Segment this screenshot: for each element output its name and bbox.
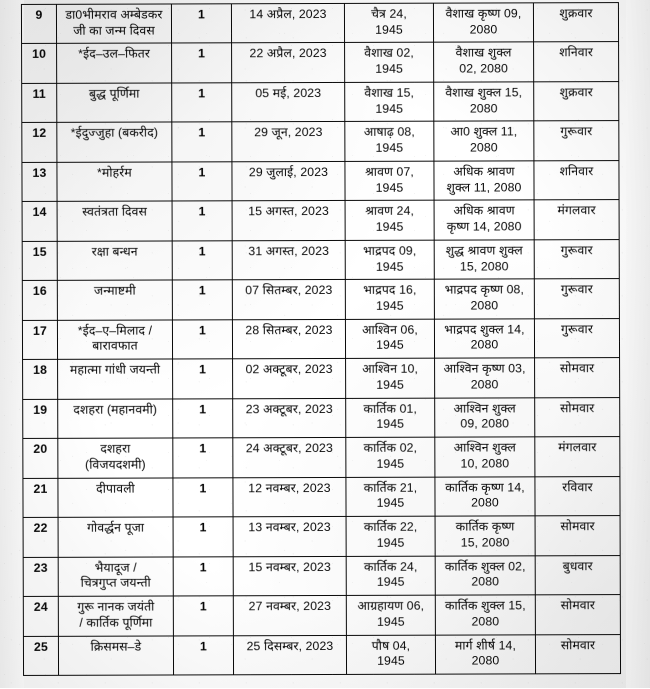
row-weekday-line1: गुरूवार <box>560 242 593 258</box>
row-holiday-name <box>57 162 172 202</box>
row-serial-number-line1: 23 <box>33 560 48 575</box>
table-row <box>23 397 620 438</box>
row-saka-date-line1: श्रावण 07, <box>365 164 414 179</box>
row-serial-number-line1: 16 <box>32 284 47 299</box>
row-vikram-date <box>434 240 534 280</box>
row-gregorian-date-line1: 22 अप्रैल, 2023 <box>249 46 327 61</box>
row-gregorian-date <box>232 319 345 359</box>
row-saka-date-line2: 1945 <box>375 22 403 37</box>
row-saka-date <box>346 398 435 438</box>
row-holiday-name <box>57 43 172 83</box>
row-weekday <box>535 397 620 437</box>
row-vikram-date <box>434 319 534 359</box>
row-days-count-line1: 1 <box>199 599 207 614</box>
row-saka-date <box>345 319 434 359</box>
row-serial-number <box>21 4 56 44</box>
row-saka-date-line1: पौष 04, <box>371 638 411 653</box>
row-holiday-name-line1: महात्मा गांधी जयन्ती <box>69 362 161 378</box>
row-gregorian-date <box>233 556 346 596</box>
row-gregorian-date <box>233 595 346 635</box>
row-vikram-date-line2: 2080 <box>469 140 498 155</box>
row-vikram-date-line2: 2080 <box>471 614 500 629</box>
row-saka-date <box>345 43 434 83</box>
row-vikram-date-line1: आश्विन कृष्ण 03, <box>443 361 526 376</box>
row-weekday <box>534 279 619 319</box>
row-saka-date <box>345 240 434 280</box>
row-holiday-name-line1: डा0भीमराव अम्बेडकर <box>65 7 163 22</box>
row-vikram-date <box>434 82 534 122</box>
row-saka-date-line1: कार्तिक 22, <box>363 519 418 534</box>
row-days-count-line1: 1 <box>197 7 205 22</box>
row-weekday-line1: शुक्रवार <box>559 6 593 21</box>
row-gregorian-date <box>232 240 345 280</box>
row-vikram-date-line2: 15, 2080 <box>460 535 510 550</box>
row-gregorian-date-line1: 15 अगस्त, 2023 <box>248 204 329 219</box>
row-holiday-name-line2: बारावफात <box>92 339 138 354</box>
row-saka-date-line2: 1945 <box>376 338 404 353</box>
row-vikram-date-line1: वैशाख शुक्ल 15, <box>445 85 523 100</box>
row-saka-date-line1: आश्विन 06, <box>361 322 418 337</box>
row-saka-date-line1: वैशाख 15, <box>364 85 415 100</box>
row-holiday-name-line1: गोवर्द्धन पूजा <box>87 520 145 535</box>
row-days-count-line1: 1 <box>198 125 206 140</box>
row-serial-number-line1: 15 <box>32 244 47 259</box>
row-saka-date <box>346 516 435 556</box>
row-days-count <box>172 320 232 360</box>
row-weekday <box>534 121 619 161</box>
row-holiday-name <box>57 83 172 123</box>
table-row <box>23 516 620 557</box>
table-row <box>22 279 619 320</box>
row-vikram-date <box>434 279 534 319</box>
row-vikram-date <box>433 3 533 43</box>
row-weekday <box>534 239 619 279</box>
table-row <box>23 595 620 636</box>
row-serial-number-line1: 12 <box>32 126 47 141</box>
table-row <box>22 82 619 123</box>
row-weekday-line1: गुरूवार <box>560 124 593 139</box>
row-saka-date-line2: 1945 <box>376 575 405 590</box>
row-weekday-line1: सोमवार <box>559 361 595 376</box>
row-saka-date-line1: श्रावण 24, <box>365 204 415 219</box>
row-holiday-name-line1: *ईद–उल–फितर <box>78 47 151 62</box>
row-holiday-name-line1: दशहरा (महानवमी) <box>73 402 158 417</box>
row-days-count <box>172 280 232 320</box>
row-vikram-date-line2: 2080 <box>470 337 499 353</box>
row-holiday-name <box>57 320 172 360</box>
row-vikram-date <box>435 476 535 516</box>
row-weekday <box>534 160 619 200</box>
row-serial-number <box>23 636 58 676</box>
row-saka-date-line1: कार्तिक 01, <box>363 401 417 416</box>
row-gregorian-date-line1: 27 नवम्बर, 2023 <box>248 599 332 614</box>
row-days-count-line1: 1 <box>199 480 207 496</box>
row-vikram-date <box>434 121 534 161</box>
row-holiday-name-line2: चित्रगुप्त जयन्ती <box>80 575 151 591</box>
row-days-count-line1: 1 <box>198 283 206 298</box>
row-vikram-date-line1: कार्तिक कृष्ण <box>455 519 515 534</box>
row-holiday-name-line1: रक्षा बन्धन <box>91 244 138 259</box>
row-vikram-date-line2: 2080 <box>470 298 499 313</box>
row-serial-number-line1: 13 <box>32 165 47 180</box>
row-gregorian-date <box>232 280 345 320</box>
row-vikram-date-line1: कार्तिक कृष्ण 14, <box>445 479 525 495</box>
row-vikram-date-line2: 10, 2080 <box>460 456 510 471</box>
row-vikram-date <box>435 437 535 477</box>
row-vikram-date <box>435 358 535 398</box>
row-vikram-date-line1: भाद्रपद शुक्ल 14, <box>444 322 525 337</box>
row-vikram-date-line1: आश्विन शुक्ल <box>453 440 516 455</box>
row-gregorian-date <box>232 122 345 162</box>
row-vikram-date-line2: कृष्ण 14, 2080 <box>446 219 522 234</box>
row-vikram-date-line1: अधिक श्रावण <box>453 164 515 179</box>
row-weekday-line1: मंगलवार <box>557 203 596 218</box>
row-holiday-name-line1: *मोहर्रम <box>97 165 132 180</box>
row-weekday <box>533 3 618 43</box>
row-vikram-date <box>434 161 534 201</box>
row-vikram-date-line1: कार्तिक शुक्ल 02, <box>444 558 526 574</box>
row-vikram-date-line2: शुक्ल 11, 2080 <box>446 179 522 195</box>
row-days-count <box>172 201 232 241</box>
row-serial-number <box>23 517 58 557</box>
row-vikram-date <box>434 200 534 240</box>
row-serial-number-line1: 25 <box>33 639 48 654</box>
row-weekday-line1: रविवार <box>562 479 593 494</box>
row-vikram-date <box>435 634 535 674</box>
row-saka-date-line2: 1945 <box>375 298 404 313</box>
row-weekday <box>534 82 619 122</box>
row-serial-number <box>22 320 57 360</box>
row-saka-date-line2: 1945 <box>376 456 405 471</box>
row-gregorian-date <box>232 43 345 83</box>
row-holiday-name-line2: / कार्तिक पूर्णिमा <box>79 615 153 630</box>
row-weekday-line1: गुरूवार <box>560 321 593 337</box>
row-saka-date-line1: चैत्र 24, <box>371 6 407 21</box>
table-row <box>22 121 619 162</box>
holiday-table-body <box>21 3 620 676</box>
row-weekday <box>534 42 619 82</box>
row-gregorian-date <box>233 517 346 557</box>
row-saka-date <box>345 279 434 319</box>
row-holiday-name <box>58 438 173 478</box>
row-weekday <box>535 595 620 635</box>
row-saka-date-line1: कार्तिक 21, <box>363 480 418 495</box>
row-vikram-date-line1: भाद्रपद कृष्ण 08, <box>444 282 524 297</box>
row-weekday <box>535 516 620 556</box>
row-days-count-line1: 1 <box>199 638 207 653</box>
row-gregorian-date-line1: 25 दिसम्बर, 2023 <box>246 638 334 653</box>
row-serial-number <box>22 162 57 202</box>
row-serial-number-line1: 22 <box>33 520 48 536</box>
row-saka-date <box>345 161 434 201</box>
row-days-count-line1: 1 <box>198 46 206 61</box>
holiday-table <box>21 2 621 676</box>
row-serial-number <box>22 83 57 123</box>
row-saka-date-line1: कार्तिक 02, <box>363 440 418 456</box>
row-vikram-date <box>435 398 535 438</box>
row-serial-number <box>23 478 58 518</box>
table-row <box>23 634 620 675</box>
row-serial-number-line1: 14 <box>32 205 47 220</box>
row-saka-date <box>345 201 434 241</box>
row-serial-number-line1: 19 <box>33 402 48 417</box>
row-serial-number <box>23 360 58 400</box>
row-vikram-date <box>435 595 535 635</box>
row-gregorian-date-line1: 12 नवम्बर, 2023 <box>248 480 331 495</box>
row-vikram-date <box>434 42 534 82</box>
table-row <box>21 3 618 44</box>
row-days-count <box>172 43 232 83</box>
row-saka-date <box>346 595 435 635</box>
row-days-count-line1: 1 <box>198 86 206 101</box>
row-days-count-line1: 1 <box>198 204 206 219</box>
row-gregorian-date-line1: 15 नवम्बर, 2023 <box>248 559 331 574</box>
table-row <box>23 555 620 596</box>
row-saka-date <box>345 122 434 162</box>
table-row <box>22 239 619 280</box>
row-days-count <box>173 556 233 596</box>
row-vikram-date-line2: 2080 <box>470 377 499 392</box>
row-gregorian-date <box>232 201 345 241</box>
row-holiday-name-line2: जी का जन्म दिवस <box>73 23 155 38</box>
row-saka-date-line2: 1945 <box>376 417 405 432</box>
row-days-count <box>172 83 232 123</box>
row-saka-date <box>346 635 435 675</box>
row-holiday-name <box>58 399 173 439</box>
row-weekday-line1: शुक्रवार <box>559 85 593 100</box>
row-serial-number-line1: 24 <box>33 599 48 614</box>
row-weekday <box>535 358 620 398</box>
row-vikram-date-line2: 09, 2080 <box>460 416 510 431</box>
row-weekday-line1: सोमवार <box>560 598 596 613</box>
row-serial-number <box>23 596 58 636</box>
row-vikram-date-line1: आश्विन शुक्ल <box>453 401 516 416</box>
row-saka-date-line1: आश्विन 10, <box>362 361 419 377</box>
table-row <box>23 358 620 399</box>
row-serial-number <box>23 399 58 439</box>
row-gregorian-date <box>233 359 346 399</box>
row-days-count-line1: 1 <box>199 520 207 535</box>
row-days-count <box>173 398 233 438</box>
row-saka-date-line2: 1945 <box>377 653 405 669</box>
row-days-count <box>173 477 233 517</box>
row-saka-date <box>346 556 435 596</box>
row-vikram-date-line1: कार्तिक शुक्ल 15, <box>444 598 526 613</box>
row-days-count <box>172 162 232 202</box>
row-saka-date-line2: 1945 <box>375 61 404 77</box>
row-days-count <box>173 359 233 399</box>
row-days-count-line1: 1 <box>199 441 207 456</box>
row-holiday-name-line2: (विजयदशमी) <box>84 457 146 472</box>
row-weekday-line1: सोमवार <box>560 637 596 652</box>
row-serial-number <box>23 438 58 478</box>
row-serial-number <box>22 202 57 242</box>
row-gregorian-date-line1: 23 अक्टूबर, 2023 <box>245 401 333 416</box>
row-holiday-name <box>58 359 173 399</box>
row-holiday-name <box>57 280 172 320</box>
row-weekday <box>535 634 620 674</box>
row-serial-number <box>22 123 57 163</box>
row-saka-date-line1: आषाढ़ 08, <box>363 125 415 140</box>
row-saka-date-line1: कार्तिक 24, <box>363 559 418 574</box>
row-holiday-name <box>58 478 173 518</box>
row-gregorian-date-line1: 24 अक्टूबर, 2023 <box>245 441 333 456</box>
row-serial-number-line1: 11 <box>32 86 46 101</box>
row-gregorian-date-line1: 29 जुलाई, 2023 <box>248 164 329 180</box>
row-vikram-date-line1: अधिक श्रावण <box>453 203 515 218</box>
row-holiday-name-line1: भैयादूज / <box>94 560 137 575</box>
row-vikram-date-line2: 2080 <box>471 574 500 589</box>
row-gregorian-date-line1: 05 मई, 2023 <box>255 85 322 101</box>
row-days-count-line1: 1 <box>198 323 206 338</box>
row-days-count-line1: 1 <box>199 402 207 417</box>
row-holiday-name-line1: गुरू नानक जयंती <box>77 599 155 614</box>
row-serial-number <box>22 44 57 84</box>
row-gregorian-date-line1: 02 अक्टूबर, 2023 <box>245 362 333 377</box>
row-days-count <box>171 4 231 44</box>
row-serial-number-line1: 20 <box>33 442 48 457</box>
row-days-count <box>173 517 233 557</box>
table-row <box>22 160 619 201</box>
row-vikram-date <box>435 555 535 595</box>
row-weekday-line1: मंगलवार <box>558 440 597 455</box>
row-weekday <box>534 318 619 358</box>
row-holiday-name-line1: स्वतंत्रता दिवस <box>82 204 147 220</box>
row-days-count <box>173 635 233 675</box>
row-holiday-name <box>58 557 173 597</box>
row-vikram-date-line1: आ0 शुक्ल 11, <box>450 124 518 140</box>
row-holiday-name <box>57 241 172 281</box>
row-saka-date-line1: आग्रहायण 06, <box>357 598 425 613</box>
row-serial-number-line1: 18 <box>33 363 48 378</box>
row-days-count <box>173 596 233 636</box>
table-row <box>22 318 619 359</box>
row-gregorian-date <box>233 398 346 438</box>
row-days-count <box>173 438 233 478</box>
row-gregorian-date <box>231 3 344 43</box>
row-holiday-name-line1: क्रिसमस–डे <box>90 639 142 654</box>
row-weekday-line1: सोमवार <box>560 400 595 415</box>
row-holiday-name <box>56 4 171 44</box>
row-days-count-line1: 1 <box>198 165 206 180</box>
row-vikram-date-line2: 15, 2080 <box>459 258 509 274</box>
row-holiday-name <box>58 596 173 636</box>
row-days-count <box>172 122 232 162</box>
table-row <box>23 437 620 478</box>
row-gregorian-date <box>232 161 345 201</box>
row-vikram-date-line1: मार्ग शीर्ष 14, <box>454 637 516 653</box>
row-saka-date-line1: भाद्रपद 16, <box>363 282 417 298</box>
row-vikram-date-line1: वैशाख शुक्ल <box>455 45 512 61</box>
row-weekday <box>535 437 620 477</box>
row-saka-date <box>346 477 435 517</box>
row-saka-date-line2: 1945 <box>375 259 404 274</box>
holiday-table-container <box>21 2 620 682</box>
row-saka-date-line1: वैशाख 02, <box>364 46 414 61</box>
row-serial-number <box>22 241 57 281</box>
row-vikram-date-line2: 2080 <box>469 22 498 37</box>
row-serial-number-line1: 21 <box>33 481 48 496</box>
row-saka-date <box>346 358 435 398</box>
row-weekday-line1: बुधवार <box>562 558 593 573</box>
row-vikram-date-line2: 2080 <box>471 653 500 668</box>
row-holiday-name <box>57 201 172 241</box>
row-holiday-name-line1: दशहरा <box>100 441 131 456</box>
row-weekday-line1: सोमवार <box>560 519 595 534</box>
row-saka-date-line2: 1945 <box>376 535 405 550</box>
row-weekday-line1: गुरूवार <box>560 282 593 297</box>
row-serial-number-line1: 17 <box>32 323 47 338</box>
row-days-count <box>172 241 232 281</box>
row-saka-date-line2: 1945 <box>375 140 404 155</box>
row-gregorian-date-line1: 29 जून, 2023 <box>254 125 323 140</box>
row-saka-date-line2: 1945 <box>376 377 405 392</box>
row-gregorian-date <box>232 82 345 122</box>
row-gregorian-date-line1: 13 नवम्बर, 2023 <box>248 520 331 535</box>
row-vikram-date <box>435 516 535 556</box>
row-holiday-name <box>57 122 172 162</box>
row-weekday-line1: शनिवार <box>559 45 594 60</box>
row-weekday <box>534 200 619 240</box>
row-vikram-date-line2: 02, 2080 <box>459 61 508 76</box>
row-saka-date-line2: 1945 <box>376 614 405 629</box>
row-holiday-name <box>58 517 173 557</box>
row-saka-date-line2: 1945 <box>375 219 404 234</box>
row-vikram-date-line1: वैशाख कृष्ण 09, <box>445 6 522 21</box>
row-saka-date-line2: 1945 <box>376 496 405 511</box>
row-weekday <box>535 476 620 516</box>
row-weekday-line1: शनिवार <box>559 164 594 179</box>
row-holiday-name-line1: दीपावली <box>96 481 135 496</box>
row-vikram-date-line2: 2080 <box>471 495 499 510</box>
row-holiday-name-line1: जन्माष्टमी <box>93 283 136 299</box>
row-gregorian-date-line1: 28 सितम्बर, 2023 <box>245 322 333 338</box>
row-serial-number-line1: 10 <box>32 47 47 62</box>
row-days-count-line1: 1 <box>199 559 207 574</box>
row-holiday-name <box>58 635 173 675</box>
row-saka-date <box>345 82 434 122</box>
row-gregorian-date-line1: 14 अप्रैल, 2023 <box>249 6 327 22</box>
row-saka-date-line1: भाद्रपद 09, <box>363 243 417 258</box>
row-serial-number <box>23 557 58 597</box>
row-saka-date-line2: 1945 <box>375 101 404 116</box>
row-saka-date <box>344 3 433 43</box>
row-gregorian-date <box>233 477 346 517</box>
row-gregorian-date-line1: 31 अगस्त, 2023 <box>248 243 330 259</box>
table-row <box>22 42 619 83</box>
row-serial-number-line1: 9 <box>35 7 43 22</box>
row-gregorian-date <box>233 635 346 675</box>
table-row <box>23 476 620 517</box>
row-serial-number <box>22 281 57 321</box>
row-saka-date <box>346 437 435 477</box>
row-gregorian-date-line1: 07 सितम्बर, 2023 <box>245 283 333 298</box>
row-days-count-line1: 1 <box>199 362 207 377</box>
row-gregorian-date <box>233 438 346 478</box>
row-days-count-line1: 1 <box>198 244 206 259</box>
row-weekday <box>535 555 620 595</box>
row-holiday-name-line1: *ईद–ए–मिलाद / <box>77 323 153 338</box>
table-row <box>22 200 619 241</box>
row-vikram-date-line1: शुद्ध श्रावण शुक्ल <box>445 243 523 258</box>
row-vikram-date-line2: 2080 <box>469 101 498 116</box>
row-holiday-name-line1: *ईदुज्जुहा (बकरीद) <box>70 125 159 141</box>
row-saka-date-line2: 1945 <box>375 180 404 195</box>
row-holiday-name-line1: बुद्ध पूर्णिमा <box>88 86 140 101</box>
